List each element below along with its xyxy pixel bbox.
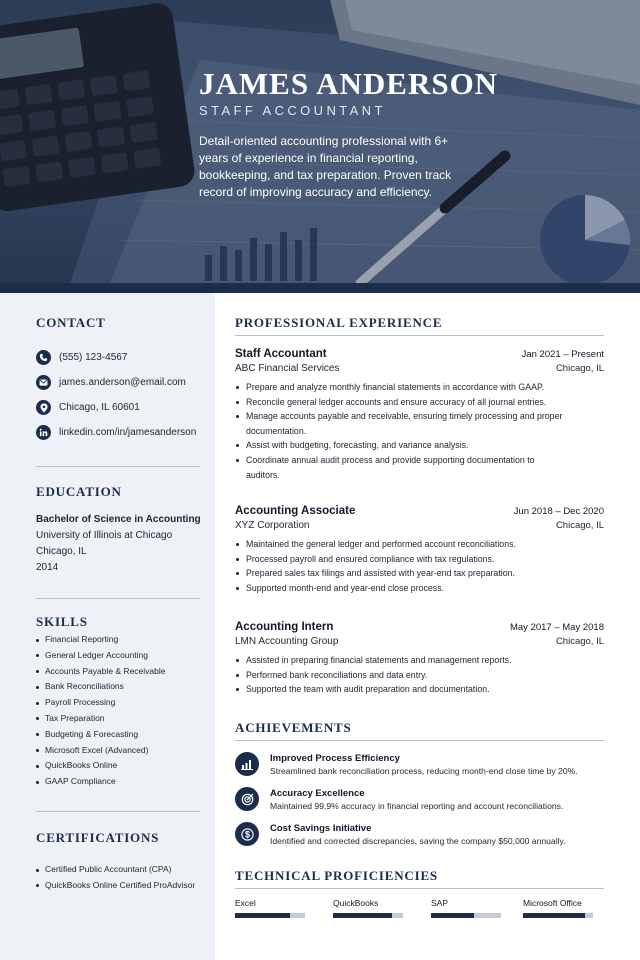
achievement-title: Cost Savings Initiative <box>270 823 372 834</box>
proficiencies-heading: TECHNICAL PROFICIENCIES <box>235 868 438 883</box>
phone-text: (555) 123-4567 <box>59 352 128 363</box>
education-year: 2014 <box>36 562 59 573</box>
location-pin-icon <box>36 400 51 415</box>
certifications-section <box>36 830 200 894</box>
achievement-desc: Streamlined bank reconciliation process, reducing month-end close time by 20%. <box>270 766 578 776</box>
sidebar-divider <box>36 466 200 467</box>
proficiency-label: SAP <box>431 898 449 908</box>
list-item: Financial Reporting <box>36 632 200 648</box>
skills-section <box>36 614 200 790</box>
job-entry <box>235 621 604 697</box>
linkedin-icon <box>36 425 51 440</box>
proficiency-item <box>235 898 313 918</box>
job-entry-location: Chicago, IL <box>555 520 604 531</box>
list-item: GAAP Compliance <box>36 774 200 790</box>
list-item: Tax Preparation <box>36 711 200 727</box>
email-icon <box>36 375 51 390</box>
job-entry <box>235 505 604 595</box>
job-entry-dates: Jun 2018 – Dec 2020 <box>513 506 604 517</box>
section-divider <box>235 740 604 741</box>
list-item: Supported the team with audit preparation and documentation. <box>235 682 565 697</box>
target-icon <box>235 787 259 811</box>
achievements-heading: ACHIEVEMENTS <box>235 720 352 735</box>
proficiency-item <box>523 898 601 918</box>
job-entry-company: LMN Accounting Group <box>235 636 339 647</box>
skills-heading: SKILLS <box>36 614 88 629</box>
list-item: Budgeting & Forecasting <box>36 727 200 743</box>
proficiency-label: QuickBooks <box>333 898 379 908</box>
proficiency-item <box>431 898 509 918</box>
profile-summary: Detail-oriented accounting professional with 6+ years of experience in financial reporting, bookkeeping, and tax preparation. Proven track record of improving accuracy and efficiency. <box>199 134 452 199</box>
sidebar-divider <box>36 598 200 599</box>
job-entry-dates: Jan 2021 – Present <box>521 349 604 360</box>
education-heading: EDUCATION <box>36 484 122 499</box>
achievement-item <box>235 787 604 813</box>
linkedin-text: linkedin.com/in/jamesanderson <box>59 427 197 438</box>
list-item: Maintained the general ledger and performed account reconciliations. <box>235 537 565 552</box>
job-entry-company: XYZ Corporation <box>235 520 310 531</box>
section-divider <box>235 888 604 889</box>
list-item: Payroll Processing <box>36 695 200 711</box>
location-text: Chicago, IL 60601 <box>59 402 140 413</box>
education-school: University of Illinois at Chicago <box>36 530 173 541</box>
proficiency-bar-fill <box>333 913 392 918</box>
achievement-desc: Maintained 99.9% accuracy in financial reporting and account reconciliations. <box>270 801 564 811</box>
list-item: Manage accounts payable and receivable, ensuring timely processing and proper documentation. <box>235 409 565 438</box>
proficiency-bar <box>523 913 593 918</box>
proficiency-bar-fill <box>523 913 585 918</box>
proficiency-bar <box>235 913 305 918</box>
list-item: Microsoft Excel (Advanced) <box>36 743 200 759</box>
job-entry-title: Accounting Associate <box>235 505 356 517</box>
list-item: QuickBooks Online Certified ProAdvisor <box>36 878 200 894</box>
achievement-title: Improved Process Efficiency <box>270 753 400 764</box>
proficiency-bar-fill <box>235 913 290 918</box>
svg-text:$: $ <box>244 829 250 840</box>
list-item: Prepare and analyze monthly financial statements in accordance with GAAP. <box>235 380 565 395</box>
achievement-item <box>235 822 604 848</box>
job-entry-dates: May 2017 – May 2018 <box>509 622 604 633</box>
education-degree: Bachelor of Science in Accounting <box>36 514 201 525</box>
list-item: Coordinate annual audit process and provide supporting documentation to auditors. <box>235 453 565 482</box>
list-item: Accounts Payable & Receivable <box>36 664 200 680</box>
list-item: Assisted in preparing financial statements and management reports. <box>235 653 565 668</box>
list-item: Reconcile general ledger accounts and ensure accuracy of all journal entries. <box>235 395 565 410</box>
proficiency-bar <box>333 913 403 918</box>
job-entry-location: Chicago, IL <box>555 363 604 374</box>
achievement-item <box>235 752 604 778</box>
proficiency-bar-fill <box>431 913 474 918</box>
email-text: james.anderson@email.com <box>59 377 186 388</box>
achievement-desc: Identified and corrected discrepancies, saving the company $50,000 annually. <box>270 836 566 846</box>
certifications-list <box>36 862 200 894</box>
job-bullets <box>235 380 604 482</box>
list-item: QuickBooks Online <box>36 758 200 774</box>
list-item: Bank Reconciliations <box>36 679 200 695</box>
list-item: Certified Public Accountant (CPA) <box>36 862 200 878</box>
list-item: Prepared sales tax filings and assisted with year-end tax preparation. <box>235 566 565 581</box>
candidate-name: JAMES ANDERSON <box>199 66 499 101</box>
dollar-icon <box>235 822 259 846</box>
job-bullets <box>235 653 604 697</box>
job-entry-title: Staff Accountant <box>235 348 327 360</box>
bar-chart-icon <box>235 752 259 776</box>
contact-location <box>36 395 200 420</box>
proficiency-bar <box>431 913 501 918</box>
job-entry-location: Chicago, IL <box>555 636 604 647</box>
proficiency-item <box>333 898 411 918</box>
list-item: General Ledger Accounting <box>36 648 200 664</box>
list-item: Performed bank reconciliations and data entry. <box>235 668 565 683</box>
phone-icon <box>36 350 51 365</box>
job-entry-company: ABC Financial Services <box>235 363 340 374</box>
job-bullets <box>235 537 604 595</box>
job-entry <box>235 348 604 482</box>
achievement-title: Accuracy Excellence <box>270 788 365 799</box>
job-entry-title: Accounting Intern <box>235 621 334 633</box>
experience-heading: PROFESSIONAL EXPERIENCE <box>235 315 443 330</box>
job-title: STAFF ACCOUNTANT <box>199 103 386 118</box>
header-divider-band <box>0 283 640 293</box>
proficiency-label: Excel <box>235 898 256 908</box>
education-section <box>36 484 200 576</box>
skills-list <box>36 632 200 790</box>
contact-heading: CONTACT <box>36 315 106 330</box>
header-text-block <box>199 66 519 201</box>
contact-linkedin[interactable] <box>36 420 200 445</box>
contact-section <box>36 315 200 445</box>
section-divider <box>235 335 604 336</box>
list-item: Assist with budgeting, forecasting, and variance analysis. <box>235 438 565 453</box>
proficiency-label: Microsoft Office <box>523 898 582 908</box>
contact-email[interactable] <box>36 370 200 395</box>
list-item: Processed payroll and ensured compliance with tax regulations. <box>235 552 565 567</box>
list-item: Supported month-end and year-end close process. <box>235 581 565 596</box>
education-location: Chicago, IL <box>36 546 87 557</box>
certifications-heading: CERTIFICATIONS <box>36 830 160 845</box>
header-banner <box>0 0 640 283</box>
sidebar-divider <box>36 811 200 812</box>
contact-phone[interactable] <box>36 345 200 370</box>
